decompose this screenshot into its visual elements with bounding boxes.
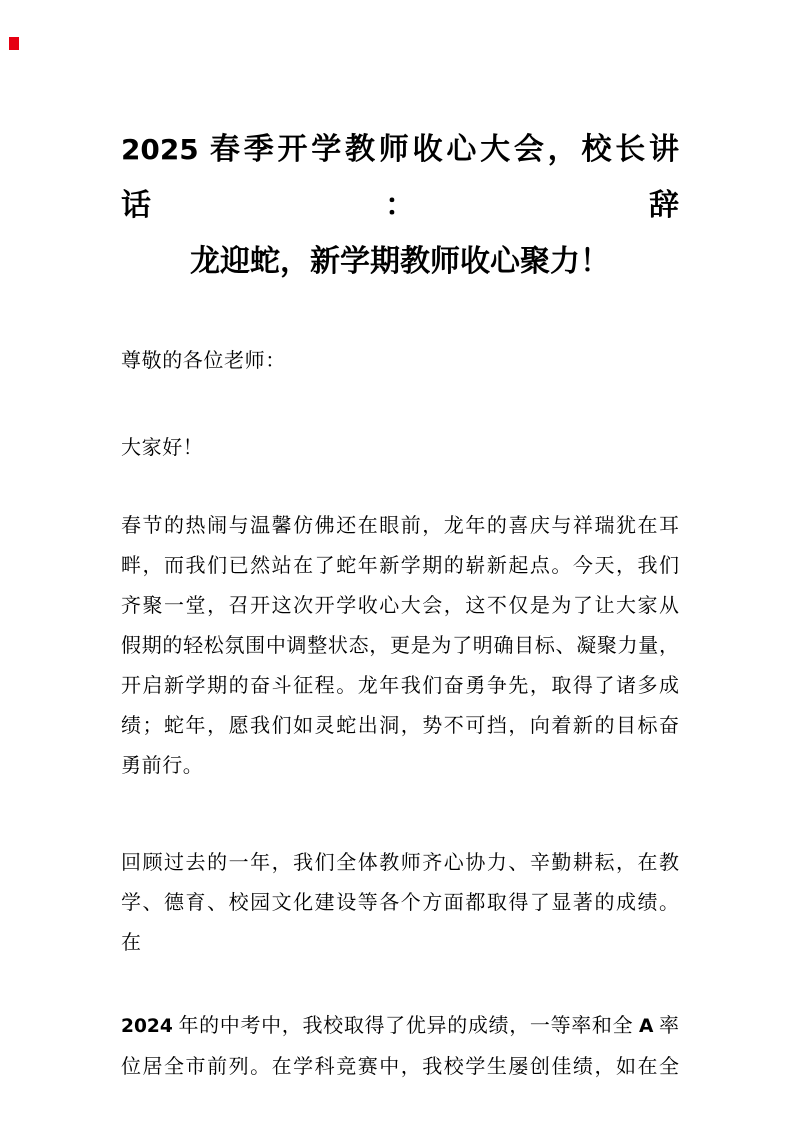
document-content — [121, 0, 679, 1087]
text-line: 在 — [121, 932, 142, 954]
text-line: 假期的轻松氛围中调整状态，更是为了明确目标、凝聚力量， — [121, 635, 679, 657]
text-line: 春节的热闹与温馨仿佛还在眼前，龙年的喜庆与祥瑞犹在耳 — [121, 515, 679, 537]
paragraph — [121, 1006, 679, 1087]
paragraph — [121, 506, 679, 786]
red-corner-mark — [9, 37, 19, 50]
text-line: 回顾过去的一年，我们全体教师齐心协力、辛勤耕耘，在教 — [121, 852, 679, 874]
text-line: 勇前行。 — [121, 755, 204, 777]
text-line: 绩；蛇年，愿我们如灵蛇出洞，势不可挡，向着新的目标奋 — [121, 715, 679, 737]
text-line: 位居全市前列。在学科竞赛中，我校学生屡创佳绩，如在全 — [121, 1056, 679, 1078]
title-line-2: 龙迎蛇，新学期教师收心聚力！ — [190, 245, 610, 278]
text-line: 开启新学期的奋斗征程。龙年我们奋勇争先，取得了诸多成 — [121, 675, 679, 697]
text-line: 2024 年的中考中，我校取得了优异的成绩，一等率和全 A 率 — [121, 1015, 680, 1037]
text-line: 学、德育、校园文化建设等各个方面都取得了显著的成绩。 — [121, 892, 679, 914]
text-line: 齐聚一堂，召开这次开学收心大会，这不仅是为了让大家从 — [121, 595, 679, 617]
greeting-line: 大家好！ — [121, 437, 204, 459]
paragraph — [121, 843, 679, 963]
title-line-1: 2025 春季开学教师收心大会，校长讲话：辞 — [121, 133, 679, 222]
text-line: 畔，而我们已然站在了蛇年新学期的崭新起点。今天，我们 — [121, 555, 679, 577]
salutation-line: 尊敬的各位老师： — [121, 350, 286, 372]
document-title — [121, 0, 679, 290]
